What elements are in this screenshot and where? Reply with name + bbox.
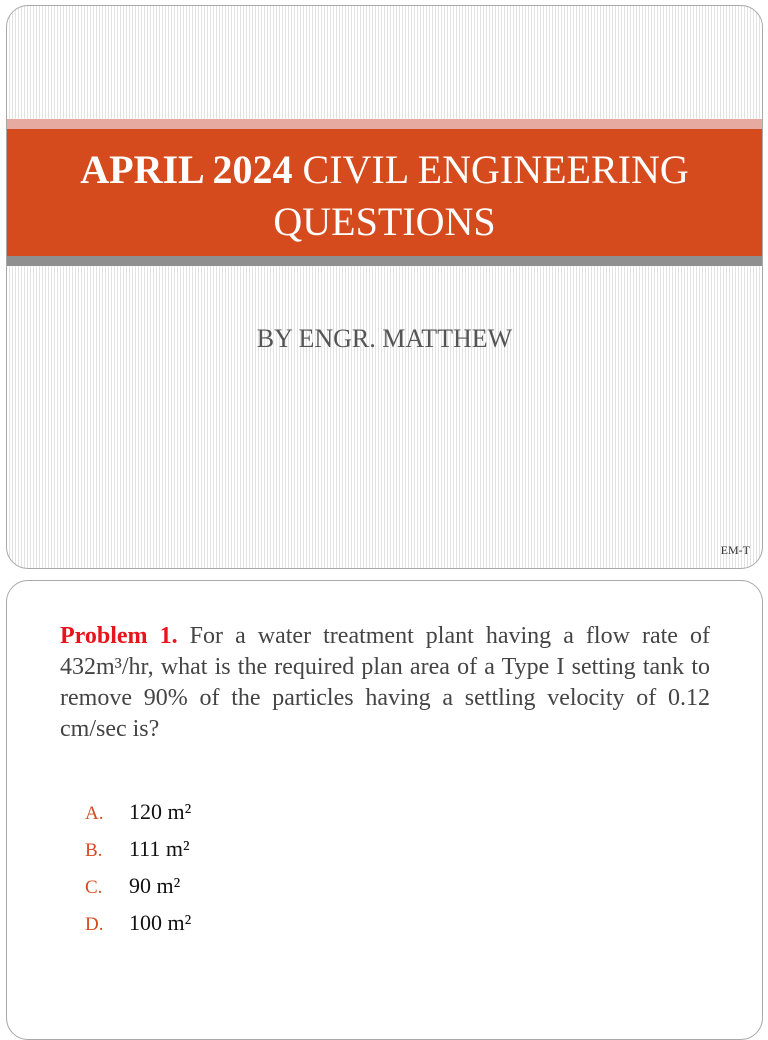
choice-item	[85, 799, 191, 836]
choice-item	[85, 873, 191, 910]
choice-item	[85, 910, 191, 947]
choice-letter: A.	[85, 803, 104, 824]
choice-letter: B.	[85, 840, 103, 861]
choice-item	[85, 836, 191, 873]
title-bottom-stripe	[7, 256, 762, 266]
title-top-stripe	[7, 119, 762, 129]
problem-statement	[60, 621, 710, 745]
choice-text: 90 m²	[129, 873, 181, 898]
choice-text: 100 m²	[129, 910, 192, 935]
choice-text: 120 m²	[129, 799, 192, 824]
choice-letter: C.	[85, 877, 103, 898]
slide-title	[7, 144, 762, 248]
problem-label: Problem 1.	[60, 623, 178, 649]
choice-letter: D.	[85, 914, 104, 935]
choice-text: 111 m²	[129, 836, 190, 861]
slide-subtitle: BY ENGR. MATTHEW	[256, 324, 513, 353]
title-slide	[6, 5, 763, 569]
answer-choices	[85, 799, 191, 947]
problem-slide	[6, 580, 763, 1040]
problem-text: For a water treatment plant having a flow rate of 432m³/hr, what is the required plan area of a Type I setting tank to remove 90% of the particles having a settling velocity of 0.12 cm/sec is?	[60, 623, 710, 742]
slide-title-bold: APRIL 2024	[80, 147, 293, 192]
footer-tag: EM-T	[720, 543, 750, 557]
slide-title-rest: CIVIL ENGINEERING QUESTIONS	[273, 147, 689, 244]
